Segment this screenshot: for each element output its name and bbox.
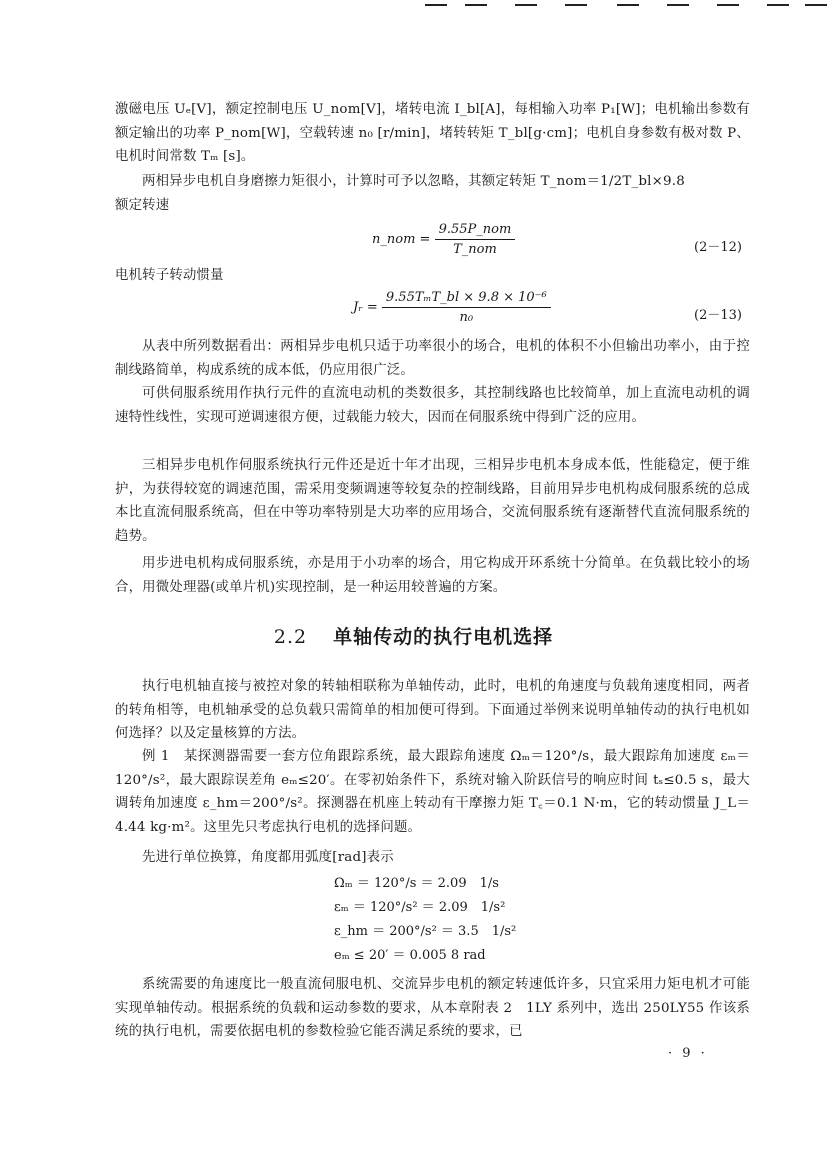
equation-2-12-denominator: T_nom [453, 242, 497, 257]
paragraph-two-phase-conclusion: 从表中所列数据看出：两相异步电机只适于功率很小的场合，电机的体积不小但输出功率小，由于控制线路简单，构成系统的成本低，仍应用很广泛。 [115, 339, 750, 378]
label-rated-speed: 额定转速 [115, 198, 170, 213]
equation-2-12-numerator: 9.55P_nom [435, 222, 516, 240]
equation-2-13-lhs: Jᵣ = [353, 300, 378, 315]
unit-conversion-line: Ωₘ ＝ 120°/s ＝ 2.09 1/s [334, 876, 499, 891]
paragraph-stepper: 用步进电机构成伺服系统，亦是用于小功率的场合，用它构成开环系统十分简单。在负载比较小的场合，用微处理器(或单片机)实现控制，是一种运用较普遍的方案。 [115, 556, 750, 595]
unit-conversion-line: eₘ ≤ 20′ ＝ 0.005 8 rad [334, 948, 486, 963]
unit-conversion-line: εₘ ＝ 120°/s² ＝ 2.09 1/s² [334, 900, 506, 915]
equation-2-12 [372, 222, 515, 257]
equation-2-13-denominator: n₀ [459, 310, 474, 325]
equation-number-2-13: (2－13) [694, 308, 742, 323]
paragraph-single-axis: 执行电机轴直接与被控对象的转轴相联称为单轴传动，此时，电机的角速度与负载角速度相同，两者的转角相等，电机轴承受的总负载只需简单的相加便可得到。下面通过举例来说明单轴传动的执行电机如何选择？以及定量核算的方法。 [115, 679, 750, 741]
label-rotor-inertia: 电机转子转动惯量 [115, 268, 224, 283]
equation-2-12-lhs: n_nom = [372, 232, 431, 247]
paragraph-example-1: 例 1 某探测器需要一套方位角跟踪系统，最大跟踪角速度 Ωₘ＝120°/s，最大跟踪角加速度 εₘ＝120°/s²，最大跟踪误差角 eₘ≤20′。在零初始条件下，系统对输入阶跃信号的响应时间 tₛ≤0.5 s，最大调转角加速度 ε_hm＝200°/s²。探测器在机座上转动有干摩擦力矩 T꜀＝0.1 N·m，它的转动惯量 J_L＝4.44 kg·m²。这里先只考虑执行电机的选择问题。 [115, 749, 750, 835]
section-title: 单轴传动的执行电机选择 [333, 626, 554, 648]
equation-number-2-12: (2－12) [694, 240, 742, 255]
paragraph-three-phase: 三相异步电机作伺服系统执行元件还是近十年才出现，三相异步电机本身成本低，性能稳定，便于维护，为获得较宽的调速范围，需采用变频调速等较复杂的控制线路，目前用异步电机构成伺服系统的总成本比直流伺服系统高，但在中等功率特别是大功率的应用场合，交流伺服系统有逐渐替代直流伺服系统的趋势。 [115, 458, 750, 544]
equation-2-13-numerator: 9.55TₘT_bl × 9.8 × 10⁻⁶ [382, 290, 551, 308]
paragraph-motor-parameters: 激磁电压 Uₑ[V]，额定控制电压 U_nom[V]，堵转电流 I_bl[A]，每相输入功率 P₁[W]；电机输出参数有额定输出的功率 P_nom[W]，空载转速 n₀ [r/min]，堵转转矩 T_bl[g·cm]；电机自身参数有极对数 P、电机时间常数 Tₘ [s]。 [115, 102, 750, 164]
page-number: · 9 · [668, 1046, 708, 1061]
equation-2-13 [353, 290, 551, 325]
section-heading [0, 622, 827, 649]
unit-conversion-line: ε_hm ＝ 200°/s² ＝ 3.5 1/s² [334, 924, 517, 939]
top-edge-marks [395, 0, 827, 8]
section-number: 2.2 [273, 626, 308, 648]
paragraph-unit-conversion: 先进行单位换算，角度都用弧度[rad]表示 [142, 850, 394, 865]
paragraph-motor-selection: 系统需要的角速度比一般直流伺服电机、交流异步电机的额定转速低许多，只宜采用力矩电机才可能实现单轴传动。根据系统的负载和运动参数的要求，从本章附表 2 1LY 系列中，选出 250LY55 作该系统的执行电机，需要依据电机的参数检验它能否满足系统的要求，已 [115, 977, 750, 1039]
paragraph-dc-motor: 可供伺服系统用作执行元件的直流电动机的类数很多，其控制线路也比较简单，加上直流电动机的调速特性线性，实现可逆调速很方便，过载能力较大，因而在伺服系统中得到广泛的应用。 [115, 386, 750, 425]
paragraph-rated-torque: 两相异步电机自身磨擦力矩很小，计算时可予以忽略，其额定转矩 T_nom＝1/2T_bl×9.8 [142, 174, 685, 189]
